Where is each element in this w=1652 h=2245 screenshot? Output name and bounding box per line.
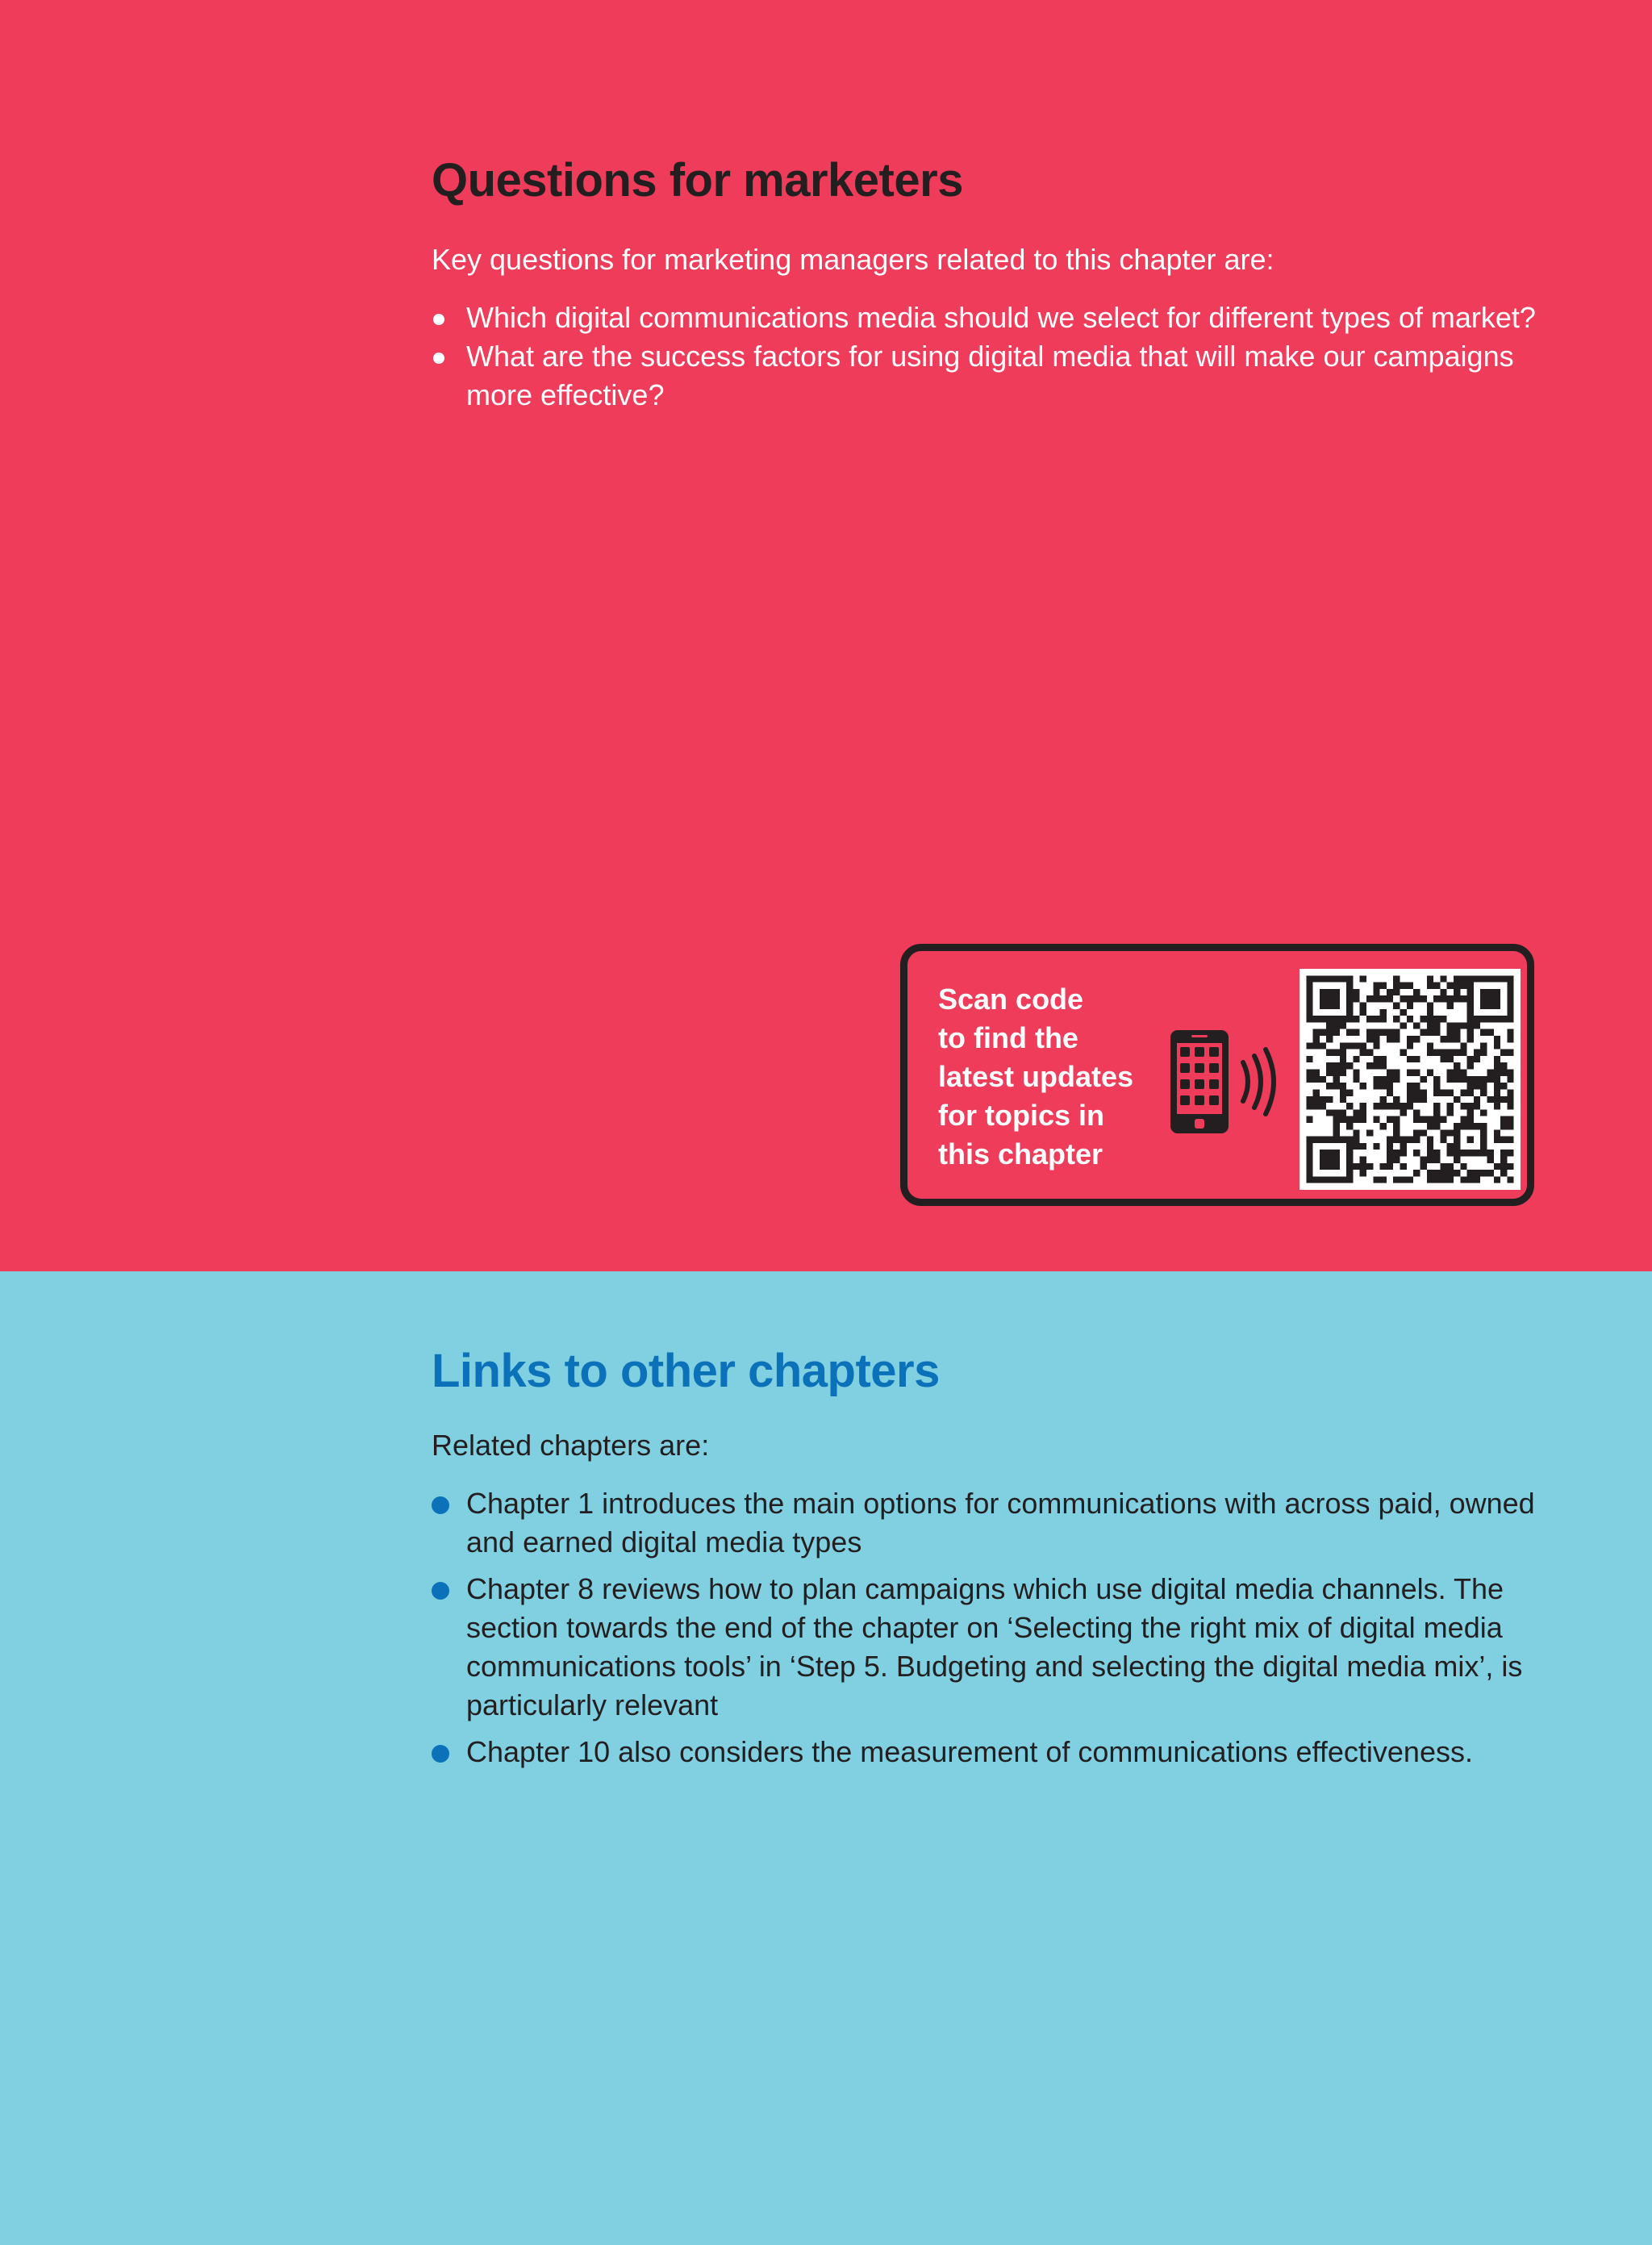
list-item-text: Chapter 8 reviews how to plan campaigns which use digital media channels. The section towards the end of the chapter on ‘Selecting the right mix of digital media communications tools’ in ‘Step 5. Budgeting and selecting the digital media mix’, is particularly relevant xyxy=(466,1572,1523,1721)
list-item-text: Chapter 10 also considers the measurement of communications effectiveness. xyxy=(466,1735,1473,1768)
scan-code-text xyxy=(938,980,1164,1174)
scan-line: to find the xyxy=(938,1021,1078,1054)
scan-line: for topics in xyxy=(938,1099,1104,1132)
scan-line: this chapter xyxy=(938,1137,1103,1170)
list-item-text: What are the success factors for using digital media that will make our campaigns more effective? xyxy=(466,340,1514,411)
bullet-icon xyxy=(432,1745,449,1763)
questions-list xyxy=(432,298,1545,415)
questions-title: Questions for marketers xyxy=(432,154,963,207)
bullet-icon xyxy=(432,1496,449,1514)
links-title: Links to other chapters xyxy=(432,1345,940,1397)
qr-code-icon xyxy=(1299,969,1521,1190)
list-item xyxy=(432,1484,1545,1562)
list-item xyxy=(432,337,1545,415)
list-item xyxy=(432,1570,1545,1725)
bullet-icon xyxy=(433,314,444,325)
bullet-icon xyxy=(433,353,444,364)
links-list xyxy=(432,1484,1545,1780)
list-item xyxy=(432,1733,1545,1771)
links-section xyxy=(0,1271,1652,2245)
smartphone-icon xyxy=(1166,1029,1295,1141)
links-intro: Related chapters are: xyxy=(432,1429,710,1462)
bullet-icon xyxy=(432,1582,449,1600)
scan-line: Scan code xyxy=(938,983,1084,1016)
scan-code-box xyxy=(900,944,1534,1206)
questions-intro: Key questions for marketing managers related to this chapter are: xyxy=(432,243,1274,276)
list-item-text: Which digital communications media should we select for different types of market? xyxy=(466,301,1536,334)
list-item xyxy=(432,298,1545,337)
scan-line: latest updates xyxy=(938,1060,1134,1093)
list-item-text: Chapter 1 introduces the main options for communications with across paid, owned and earned digital media types xyxy=(466,1487,1535,1559)
